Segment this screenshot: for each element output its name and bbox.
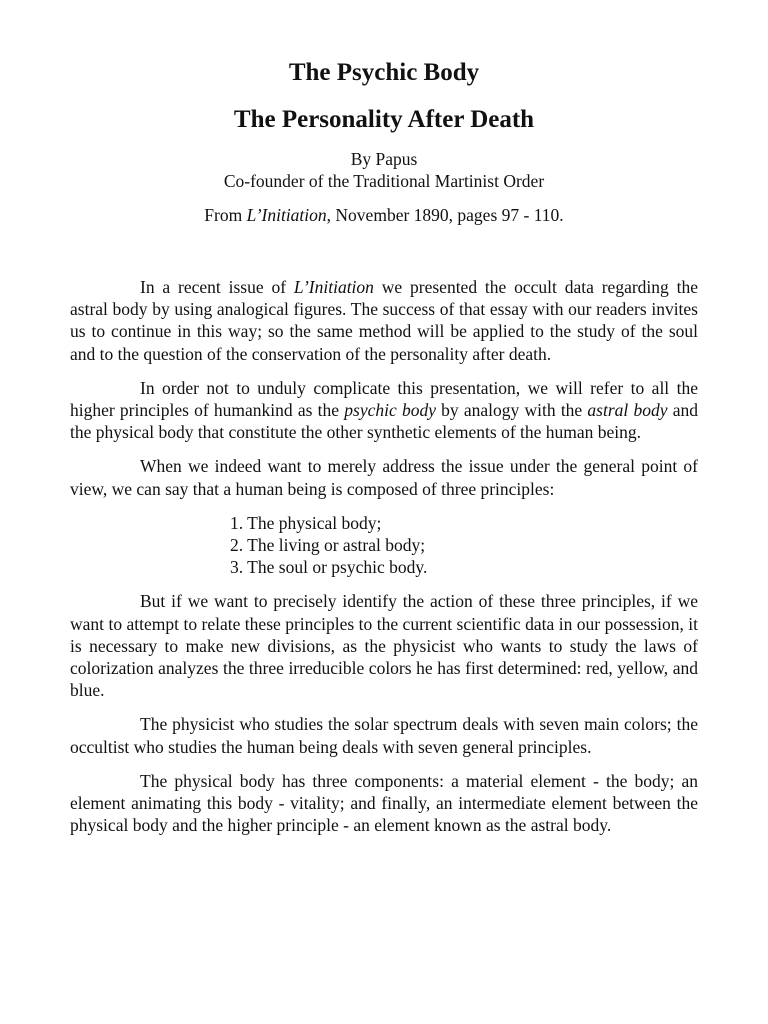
paragraph-2-text-a: In order not to unduly complicate this presentation, we will refer to all the higher principles of humankind as the — [70, 377, 698, 421]
paragraph-1-text-c: we presented the occult data regarding the astral body by using analogical figures. The success of that essay with our readers invites us to continue in this way; so the same method will be applied to the study of the soul and to the question of the conservation of the personality after death. — [70, 277, 698, 364]
list-item: 3. The soul or psychic body. — [230, 557, 428, 578]
document-header — [70, 0, 698, 226]
document-body — [70, 276, 698, 836]
source-line — [70, 204, 698, 226]
source-publication: L’Initiation — [246, 205, 327, 225]
author-role: Co-founder of the Traditional Martinist Order — [223, 171, 545, 191]
paragraph-1-italic: L’Initiation — [293, 277, 374, 297]
paragraph-6: The physical body has three components: a material element - the body; an element animating this body - vitality; and finally, an intermediate element between the physical body and the higher principle - an element known as the astral body. — [70, 770, 698, 836]
document-subtitle: The Personality After Death — [233, 106, 535, 133]
paragraph-2-italic-astral: astral body — [587, 400, 668, 421]
source-prefix: From — [204, 205, 247, 225]
paragraph-3: When we indeed want to merely address the issue under the general point of view, we can say that a human being is composed of three principles: — [70, 456, 698, 499]
author-line: By Papus — [350, 149, 418, 169]
paragraph-5: The physicist who studies the solar spectrum deals with seven main colors; the occultist who studies the human being deals with seven general principles. — [70, 714, 698, 757]
paragraph-1-text-a: In a recent issue of — [140, 277, 294, 297]
paragraph-2 — [70, 377, 698, 444]
list-item: 2. The living or astral body; — [230, 535, 426, 556]
paragraph-2-text-e: and the physical body that constitute the other synthetic elements of the human being. — [70, 400, 698, 443]
paragraph-1 — [70, 276, 698, 365]
list-item: 1. The physical body; — [230, 512, 382, 533]
document-title: The Psychic Body — [288, 59, 480, 86]
principles-list — [70, 512, 698, 579]
paragraph-2-italic-psychic: psychic body — [344, 400, 436, 421]
paragraph-4: But if we want to precisely identify the action of these three principles, if we want to attempt to relate these principles to the current scientific data in our possession, it is necessary to make new divisions, as the physicist who wants to study the laws of colorization analyzes the three irreducible colors he has first determined: red, yellow, and blue. — [70, 591, 698, 701]
paragraph-2-text-c: by analogy with the — [435, 400, 588, 421]
source-details: , November 1890, pages 97 - 110. — [326, 205, 564, 225]
